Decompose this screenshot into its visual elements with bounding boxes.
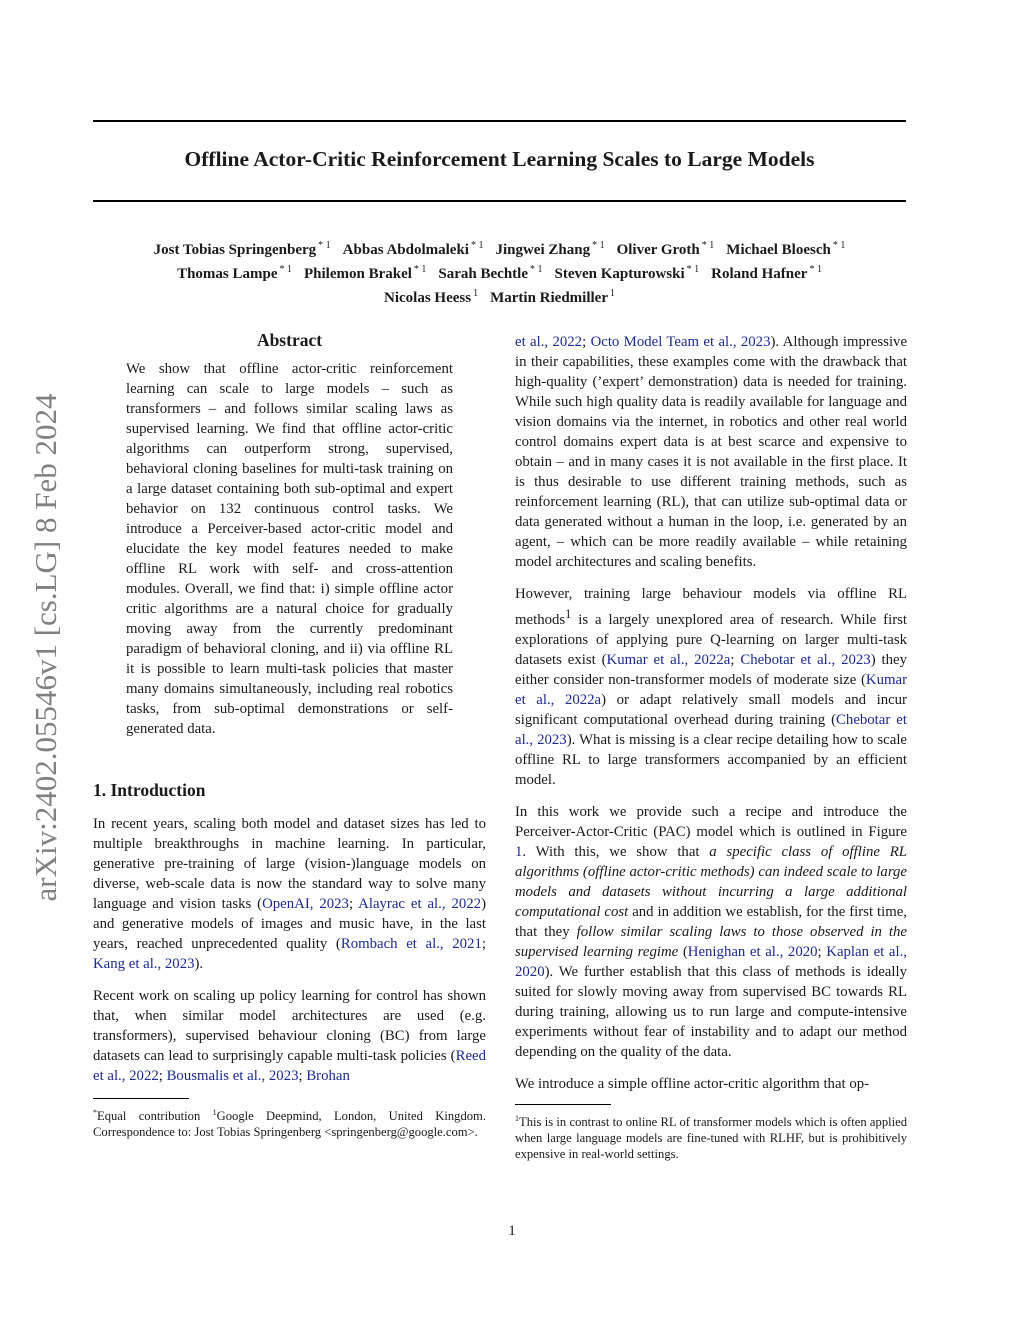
author-name: Martin Riedmiller (490, 290, 608, 306)
left-column (93, 328, 486, 1140)
author-affiliation-mark: 1 (473, 288, 479, 299)
author-affiliation-mark: * 1 (318, 240, 331, 251)
figure-reference-link[interactable]: 1 (515, 843, 523, 860)
author-name: Philemon Brakel (304, 266, 412, 282)
author-affiliation-mark: * 1 (832, 240, 846, 251)
citation-link[interactable]: Rombach et al., 2021 (340, 936, 482, 952)
author-affiliation-mark: * 1 (470, 240, 484, 251)
author (490, 284, 615, 308)
footnote-rule (93, 1098, 189, 1099)
citation-link[interactable]: Kumar et al., 2022a (515, 671, 907, 708)
intro-paragraph-5: We introduce a simple offline actor-critic algorithm that op- (515, 1075, 870, 1092)
citation-link[interactable]: Reed et al., 2022 (93, 1048, 486, 1084)
arxiv-identifier-stamp: arXiv:2402.05546v1 [cs.LG] 8 Feb 2024 (28, 393, 63, 902)
right-footnote (515, 1104, 907, 1162)
author-affiliation-mark: * 1 (592, 240, 605, 251)
footnote-rule (515, 1104, 611, 1105)
author-name: Jingwei Zhang (495, 242, 591, 258)
citation-link[interactable]: Kumar et al., 2022a (606, 651, 731, 668)
author-name: Jost Tobias Springenberg (153, 242, 317, 258)
author (384, 284, 478, 308)
author-list (93, 236, 906, 308)
author (726, 236, 845, 260)
author (555, 260, 700, 284)
citation-link[interactable]: Brohan (306, 1068, 350, 1084)
paper-title: Offline Actor-Critic Reinforcement Learning Scales to Large Models (184, 147, 815, 171)
author-affiliation-mark: 1 (609, 288, 615, 299)
introduction-heading: 1. Introduction (93, 780, 206, 800)
intro-paragraph-3: However, training large behaviour models via offline RL methods$^1$ is a largely unexplored area of research. While first explorations of applying pure Q-learning on larger multi-task datasets exist (Kumar et al., 2022a; Chebotar et al., 2023) they either consider non-transformer models of moderate size (Kumar et al., 2022a) or adapt relatively small models and incur significant computational overhead during training (Chebotar et al., 2023). What is missing is a clear recipe detailing how to scale offline RL to large transformers accompanied by an efficient model. (515, 586, 908, 788)
author-name: Thomas Lampe (177, 266, 278, 282)
intro-paragraph-4: In this work we provide such a recipe and introduce the Perceiver-Actor-Critic (PAC) model which is outlined in Figure 1. With this, we show that a specific class of offline RL algorithms (offline actor-critic methods) can indeed scale to large models and datasets without incurring a large additional computational cost and in addition we establish, for the first time, that they follow similar scaling laws to those observed in the supervised learning regime (Henighan et al., 2020; Kaplan et al., 2020). We further establish that this class of methods is ideally suited for slowly moving away from supervised BC towards RL during training, allowing us to run large and compute-intensive experiments without fear of instability and to adapt our method depending on the quality of the data. (515, 803, 908, 1060)
author-affiliation-mark: * 1 (701, 240, 715, 251)
author-affiliation-mark: * 1 (686, 264, 700, 275)
author (343, 236, 484, 260)
author-name: Oliver Groth (616, 242, 700, 258)
author (438, 260, 542, 284)
citation-link[interactable]: Octo Model Team et al., 2023 (590, 334, 771, 350)
left-footnote (93, 1098, 486, 1140)
author-name: Roland Hafner (711, 266, 808, 282)
citation-link[interactable]: Henighan et al., 2020 (687, 943, 818, 960)
footnote-mark: 1 (565, 607, 572, 621)
author-name: Michael Bloesch (726, 242, 831, 258)
intro-paragraph-1: In recent years, scaling both model and dataset sizes has led to multiple breakthroughs in machine learning. In particular, generative pre-training of large (vision-)language models on diverse, web-scale data is now the standard way to solve many language and vision tasks (OpenAI, 2023; Alayrac et al., 2022) and generative models of images and music have, in the last years, reached unprecedented quality (Rombach et al., 2021; Kang et al., 2023). (93, 816, 486, 972)
abstract-heading: Abstract (256, 330, 323, 350)
author (154, 236, 331, 260)
author-name: Nicolas Heess (384, 290, 472, 306)
author (495, 236, 604, 260)
affiliation-footnote: *Equal contribution $^1$Google Deepmind, London, United Kingdom. Correspondence to: Jost Tobias Springenberg <springenberg@google.com>. (93, 1108, 486, 1140)
abstract-body: We show that offline actor-critic reinforcement learning can scale to large models – such as transformers – and follows similar scaling laws as supervised learning. We find that offline actor-critic algorithms can outperform strong, supervised, behavioral cloning baselines for multi-task training on a large dataset containing both sub-optimal and expert behavior on 132 continuous control tasks. We introduce a Perceiver-based actor-critic model and elucidate the key model features needed to make offline RL work with self- and cross-attention modules. Overall, we find that: i) simple offline actor critic algorithms are a natural choice for gradually moving away from the currently predominant paradigm of behavioral cloning, and ii) via offline RL it is possible to learn multi-task policies that master many domains simultaneously, including real robotics tasks, from sub-optimal demonstrations or self-generated data. (126, 361, 453, 737)
citation-link[interactable]: Bousmalis et al., 2023 (166, 1068, 299, 1084)
title-rule-bottom (93, 200, 906, 202)
author-affiliation-mark: * 1 (809, 264, 822, 275)
citation-link[interactable]: Kaplan et al., 2020 (515, 943, 907, 980)
author (177, 260, 292, 284)
citation-link[interactable]: Alayrac et al., 2022 (358, 896, 482, 912)
author-affiliation-mark: * 1 (413, 264, 427, 275)
page-number: 1 (508, 1223, 516, 1239)
author-name: Abbas Abdolmaleki (342, 242, 469, 258)
citation-link[interactable]: Chebotar et al., 2023 (515, 711, 907, 748)
author (711, 260, 822, 284)
author (617, 236, 715, 260)
citation-link[interactable]: OpenAI, 2023 (262, 896, 349, 912)
author-affiliation-mark: * 1 (530, 264, 543, 275)
intro-paragraph-2-continued: et al., 2022; Octo Model Team et al., 2023). Although impressive in their capabilities, these examples come with the drawback that high-quality (’expert’ demonstration) data is needed for training. While such high quality data is readily available for language and vision domains via the internet, in robotics and other real world control domains expert data is at best scarce and expensive to obtain – and in many cases it is not available in the first place. It is thus desirable to use different training methods, such as reinforcement learning (RL), that can utilize sub-optimal data or data generated without a human in the loop, i.e. generated by an agent, – which can be more readily available – while retaining model architectures and scaling benefits. (515, 334, 908, 570)
citation-link[interactable]: Chebotar et al., 2023 (740, 651, 871, 668)
right-column (515, 332, 907, 1162)
author-name: Sarah Bechtle (438, 266, 528, 282)
author-affiliation-mark: * 1 (279, 264, 292, 275)
citation-link[interactable]: Kang et al., 2023 (93, 956, 195, 972)
citation-link[interactable]: et al., 2022 (515, 334, 583, 350)
author (304, 260, 426, 284)
intro-paragraph-2-start: Recent work on scaling up policy learning for control has shown that, when similar model architectures are used (e.g. transformers), supervised behaviour cloning (BC) from large datasets can lead to surprisingly capable multi-task policies (Reed et al., 2022; Bousmalis et al., 2023; Brohan (93, 988, 486, 1084)
author-name: Steven Kapturowski (554, 266, 685, 282)
footnote-1: $^1$This is in contrast to online RL of transformer models which is often applied when large language models are fine-tuned with RLHF, but is prohibitively expensive in real-world settings. (515, 1113, 907, 1162)
title-rule-top (93, 120, 906, 122)
